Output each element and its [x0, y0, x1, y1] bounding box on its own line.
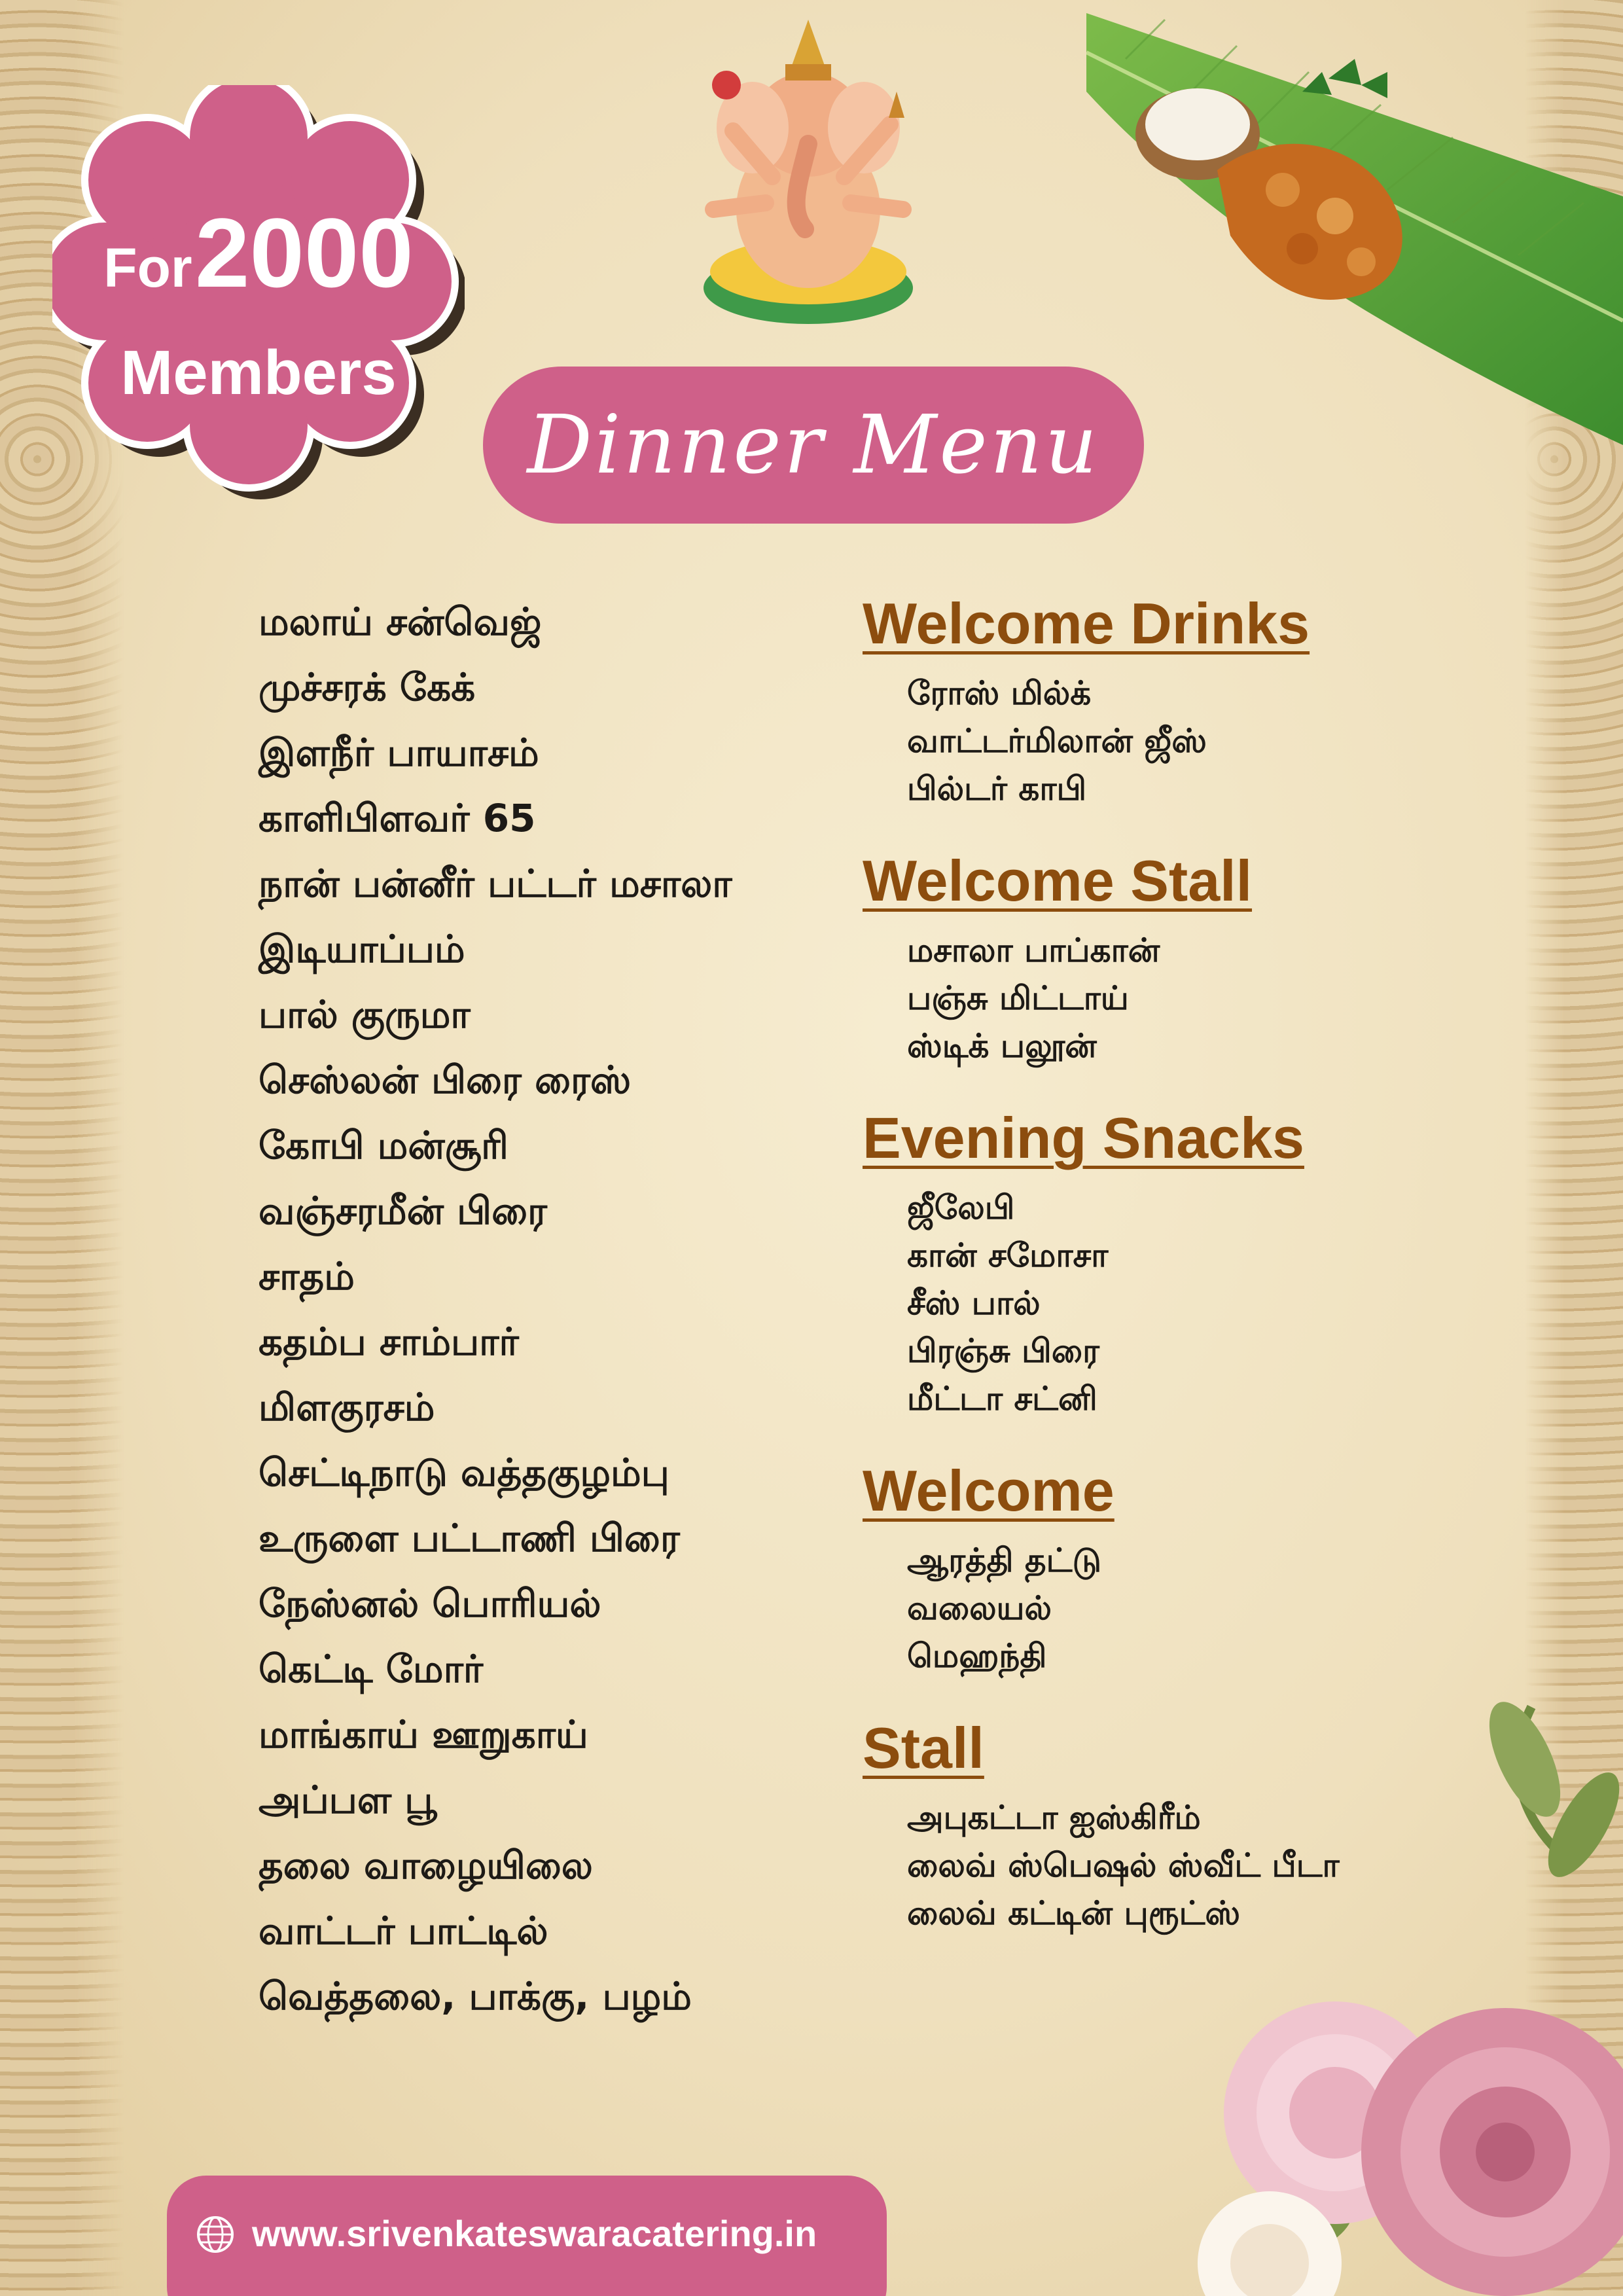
section-heading: Welcome Stall [863, 848, 1253, 913]
list-item: பால் குருமா [259, 992, 471, 1037]
list-item: பஞ்சு மிட்டாய் [907, 979, 1129, 1017]
list-item: மிளகுரசம் [259, 1385, 435, 1429]
section-heading: Welcome [863, 1458, 1115, 1523]
main-menu-list [259, 589, 732, 2029]
website-footer[interactable] [167, 2176, 887, 2296]
list-item: சாதம் [259, 1254, 355, 1299]
list-item: மீட்டா சட்னி [907, 1380, 1097, 1418]
guest-count-badge [52, 85, 465, 504]
list-item: செட்டிநாடு வத்தகுழம்பு [259, 1450, 669, 1495]
section-welcome-stall [863, 850, 1425, 1070]
section-heading: Stall [863, 1715, 984, 1780]
section-welcome [863, 1460, 1425, 1680]
list-item: அபுகட்டா ஐஸ்கிரீம் [907, 1799, 1201, 1837]
list-item: மலாய் சன்வெஜ் [259, 600, 542, 644]
ganesha-illustration [674, 13, 942, 340]
list-item: உருளை பட்டாணி பிரை [259, 1516, 680, 1560]
section-heading: Welcome Drinks [863, 591, 1310, 656]
list-item: முச்சரக் கேக் [259, 665, 476, 709]
badge-members-text: Members [120, 338, 397, 408]
banana-leaf-food-image [1086, 0, 1623, 445]
list-item: கதம்ப சாம்பார் [259, 1319, 519, 1364]
section-item-list [863, 1184, 1425, 1423]
list-item: சீஸ் பால் [907, 1284, 1041, 1322]
list-item: மசாலா பாப்கான் [907, 931, 1160, 969]
list-item: இளநீர் பாயாசம் [259, 730, 539, 775]
website-link[interactable]: www.srivenkateswaracatering.in [252, 2213, 817, 2254]
list-item: ஸ்டிக் பலூன் [907, 1027, 1097, 1065]
list-item: கெட்டி மோர் [259, 1647, 484, 1691]
list-item: வாட்டர்மிலான் ஜீஸ் [907, 722, 1207, 760]
section-evening-snacks [863, 1107, 1425, 1423]
list-item: ஆரத்தி தட்டு [907, 1541, 1101, 1579]
list-item: ஜீலேபி [907, 1189, 1015, 1227]
list-item: வலையல் [907, 1589, 1052, 1627]
list-item: மாங்காய் ஊறுகாய் [259, 1712, 588, 1757]
list-item: லைவ் ஸ்பெஷல் ஸ்வீட் பீடா [907, 1846, 1340, 1884]
list-item: வஞ்சரமீன் பிரை [259, 1189, 547, 1233]
title-banner [483, 367, 1144, 524]
list-item: நான் பன்னீர் பட்டர் மசாலா [259, 861, 732, 906]
badge-count-number: 2000 [195, 198, 414, 308]
section-heading: Evening Snacks [863, 1105, 1304, 1170]
list-item: ரோஸ் மில்க் [907, 674, 1092, 712]
section-item-list [863, 927, 1425, 1070]
list-item: வாட்டர் பாட்டில் [259, 1909, 548, 1953]
list-item: நேஸ்னல் பொரியல் [259, 1581, 601, 1626]
list-item: தலை வாழையிலை [259, 1843, 593, 1888]
list-item: அப்பள பூ [259, 1778, 437, 1822]
list-item: காளிபிளவர் 65 [259, 796, 536, 840]
list-item: கான் சமோசா [907, 1236, 1109, 1274]
list-item: கோபி மன்சூரி [259, 1123, 508, 1168]
list-item: லைவ் கட்டின் புரூட்ஸ் [907, 1894, 1241, 1932]
section-welcome-drinks [863, 592, 1425, 813]
list-item: வெத்தலை, பாக்கு, பழம் [259, 1974, 692, 2018]
list-item: பில்டர் காபி [907, 770, 1087, 808]
badge-for-text: For [103, 237, 192, 298]
list-item: மெஹந்தி [907, 1637, 1047, 1675]
badge-count-line [52, 196, 465, 310]
section-item-list [863, 670, 1425, 813]
globe-icon [194, 2214, 236, 2255]
list-item: பிரஞ்சு பிரை [907, 1332, 1099, 1370]
list-item: இடியாப்பம் [259, 927, 465, 971]
roses-decoration [1099, 1655, 1623, 2296]
list-item: செஸ்லன் பிரை ரைஸ் [259, 1058, 632, 1102]
page-title: Dinner Menu [527, 398, 1100, 492]
